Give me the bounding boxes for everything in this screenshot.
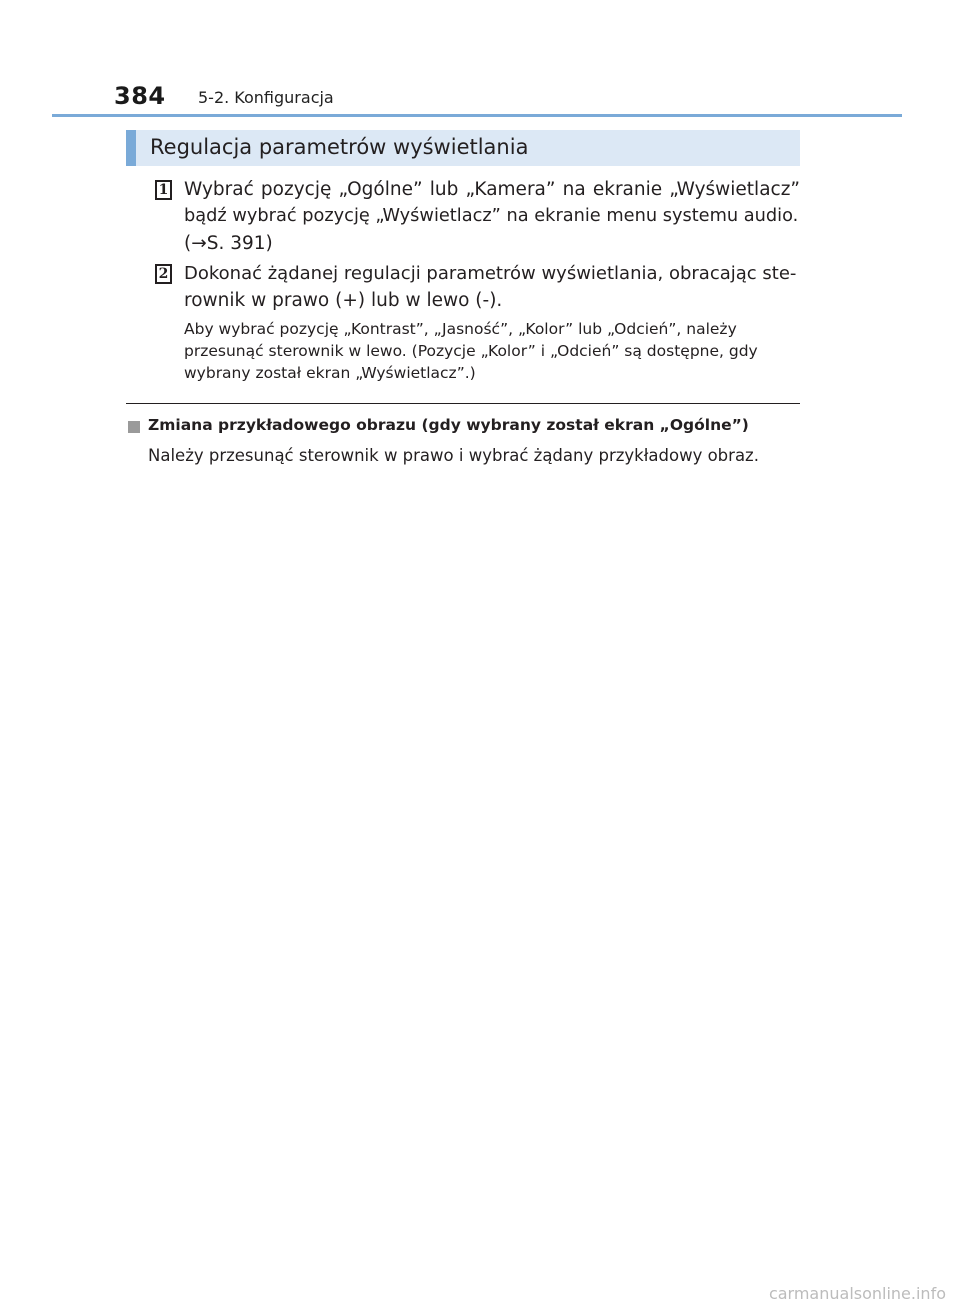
step-1-line-1: Wybrać pozycję „Ogólne” lub „Kamera” na ekranie „Wyświetlacz”	[184, 179, 800, 200]
step-1-badge: 1	[155, 180, 172, 200]
step-2-text	[184, 260, 800, 314]
step-1-text	[184, 176, 800, 257]
note-line-1: Aby wybrać pozycję „Kontrast”, „Jasność”, „Kolor” lub „Odcień”, należy	[184, 320, 737, 338]
watermark: carmanualsonline.info	[768, 1284, 946, 1303]
subsection-text: Należy przesunąć sterownik w prawo i wybrać żądany przykładowy obraz.	[148, 446, 759, 465]
step-1-line-3: (→S. 391)	[184, 233, 273, 254]
note-line-2: przesunąć sterownik w lewo. (Pozycje „Kolor” i „Odcień” są dostępne, gdy	[184, 342, 758, 360]
note-line-3: wybrany został ekran „Wyświetlacz”.)	[184, 364, 476, 382]
section-title-bar	[126, 130, 800, 166]
step-1-line-2: bądź wybrać pozycję „Wyświetlacz” na ekranie menu systemu audio.	[184, 206, 799, 226]
step-2-line-2: rownik w prawo (+) lub w lewo (-).	[184, 290, 503, 311]
step-2-note	[184, 318, 800, 384]
subsection-heading: Zmiana przykładowego obrazu (gdy wybrany został ekran „Ogólne”)	[148, 416, 749, 434]
square-bullet-icon	[128, 421, 140, 433]
page-header	[0, 0, 960, 118]
step-2-line-1: Dokonać żądanej regulacji parametrów wyświetlania, obracając ste-	[184, 263, 797, 284]
section-divider	[126, 403, 800, 404]
chapter-title: 5-2. Konfiguracja	[198, 88, 334, 107]
section-title: Regulacja parametrów wyświetlania	[150, 135, 529, 159]
page-number: 384	[114, 82, 166, 110]
header-rule	[52, 114, 902, 117]
step-2-badge: 2	[155, 264, 172, 284]
